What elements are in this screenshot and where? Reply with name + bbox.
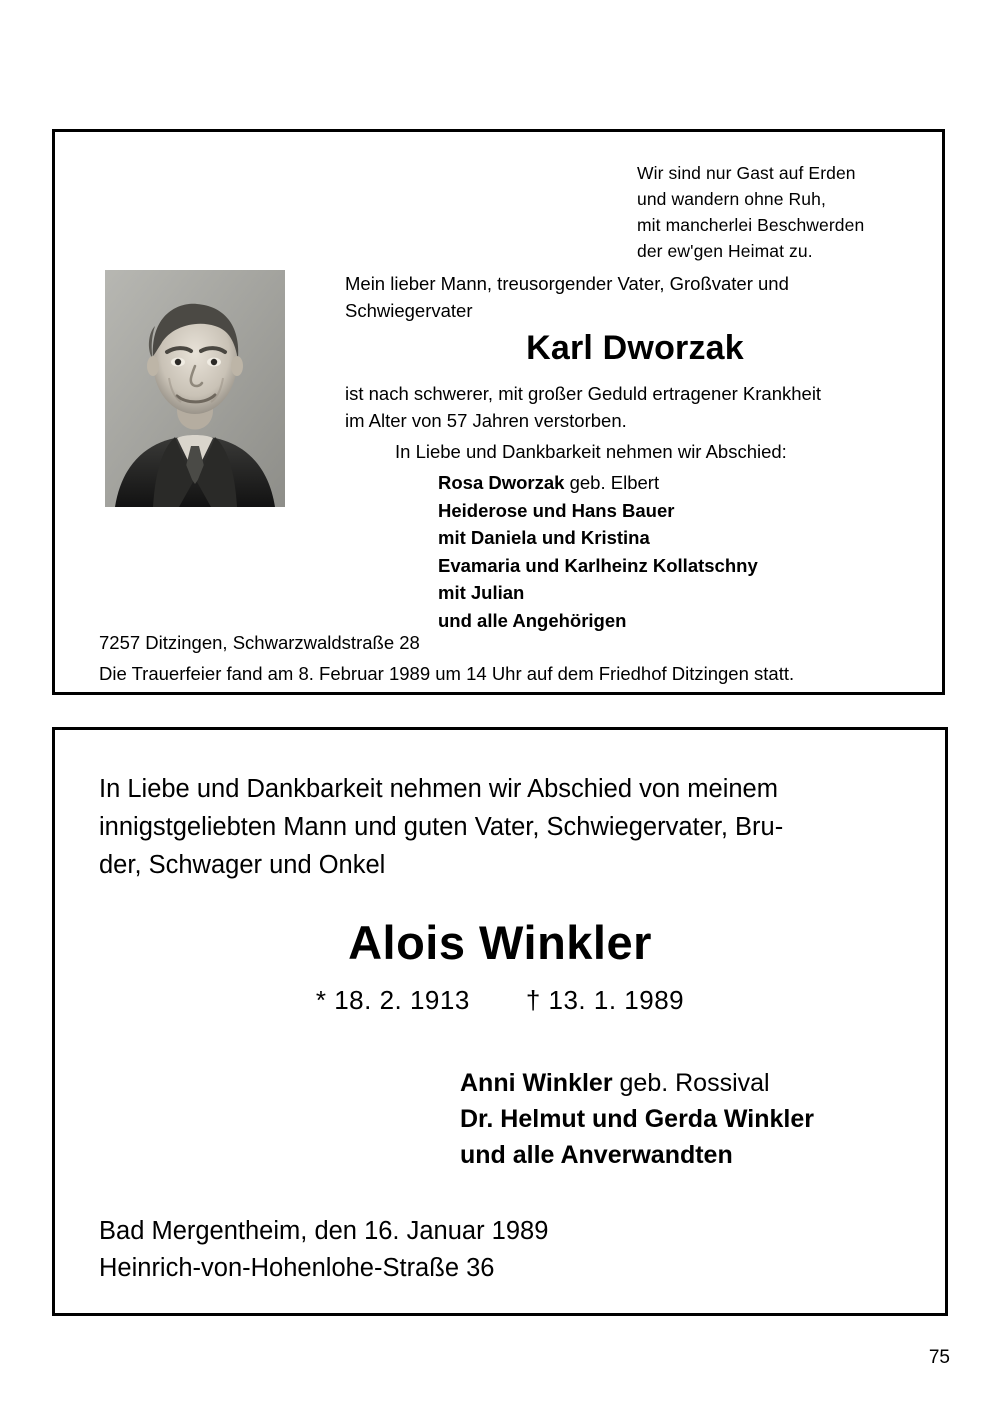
address-block <box>99 627 929 689</box>
family-member: Dr. Helmut und Gerda Winkler <box>460 1105 815 1133</box>
deceased-name: Karl Dworzak <box>526 329 744 367</box>
family-member: Heiderose und Hans Bauer <box>438 499 675 521</box>
body-paragraph <box>345 380 935 434</box>
obituary-notice-winkler <box>52 727 948 1316</box>
lead-line: In Liebe und Dankbarkeit nehmen wir Abschied von meinem <box>99 775 778 803</box>
family-member-name: Anni Winkler <box>460 1069 613 1097</box>
verse-line: mit mancherlei Beschwerden <box>637 215 865 235</box>
verse-line: Wir sind nur Gast auf Erden <box>637 163 856 183</box>
family-member-suffix: geb. Rossival <box>612 1069 770 1097</box>
family-member: und alle Anverwandten <box>460 1141 733 1169</box>
body-line: im Alter von 57 Jahren verstorben. <box>345 410 627 431</box>
portrait-photo <box>105 270 285 507</box>
lead-line: der, Schwager und Onkel <box>99 851 386 879</box>
lead-paragraph <box>345 270 915 324</box>
family-member-name: Rosa Dworzak <box>438 472 565 493</box>
family-member: Evamaria und Karlheinz Kollatschny <box>438 554 758 576</box>
family-member <box>460 1065 980 1101</box>
verse-block <box>637 160 967 264</box>
lead-paragraph <box>99 770 919 884</box>
page-number: 75 <box>928 1347 950 1368</box>
verse-line: der ew'gen Heimat zu. <box>637 241 813 261</box>
birth-date: * 18. 2. 1913 <box>315 985 470 1015</box>
family-member <box>438 469 958 497</box>
lead-line: innigstgeliebten Mann und guten Vater, Schwiegervater, Bru- <box>99 813 784 841</box>
death-date: † 13. 1. 1989 <box>525 985 685 1015</box>
address-line: 7257 Ditzingen, Schwarzwaldstraße 28 <box>99 632 420 653</box>
family-list <box>460 1065 980 1173</box>
deceased-name: Alois Winkler <box>348 916 652 969</box>
address-line: Bad Mergentheim, den 16. Januar 1989 <box>99 1217 549 1245</box>
life-dates <box>55 985 945 1016</box>
address-line: Heinrich-von-Hohenlohe-Straße 36 <box>99 1254 495 1282</box>
lead-line: Mein lieber Mann, treusorgender Vater, Großvater und <box>345 273 789 294</box>
service-line: Die Trauerfeier fand am 8. Februar 1989 um 14 Uhr auf dem Friedhof Ditzingen statt. <box>99 663 795 684</box>
verse-line: und wandern ohne Ruh, <box>637 189 826 209</box>
family-member: mit Daniela und Kristina <box>438 527 650 548</box>
body-line: ist nach schwerer, mit großer Geduld ertragener Krankheit <box>345 383 822 404</box>
family-member-suffix: geb. Elbert <box>564 472 660 493</box>
obituary-notice-dworzak <box>52 129 945 695</box>
address-block <box>99 1213 919 1287</box>
lead-line: Schwiegervater <box>345 300 473 321</box>
family-member: und alle Angehörigen <box>438 609 627 631</box>
family-member: mit Julian <box>438 582 525 603</box>
family-list <box>438 469 958 634</box>
farewell-line: In Liebe und Dankbarkeit nehmen wir Abschied: <box>395 441 787 462</box>
